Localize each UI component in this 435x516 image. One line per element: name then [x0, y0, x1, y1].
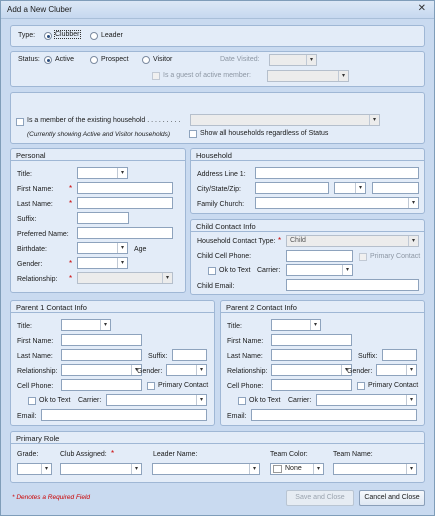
city-input[interactable]: [255, 182, 329, 194]
suffix-input[interactable]: [77, 212, 129, 224]
parent2-first-name-label: First Name:: [227, 338, 264, 345]
personal-title: Personal: [16, 151, 46, 160]
status-visitor-label[interactable]: Visitor: [153, 56, 173, 63]
chevron-down-icon: ▾: [162, 273, 172, 283]
parent1-divider: [11, 312, 214, 313]
chevron-down-icon: ▾: [408, 198, 418, 208]
parent2-relationship-select[interactable]: [271, 364, 352, 376]
family-church-label: Family Church:: [197, 201, 245, 208]
parent1-suffix-label: Suffix:: [148, 353, 168, 360]
status-prospect-label[interactable]: Prospect: [101, 56, 129, 63]
window-title: Add a New Cluber: [7, 5, 72, 14]
color-swatch-icon: [273, 465, 282, 473]
parent1-first-name-input[interactable]: [61, 334, 142, 346]
club-assigned-label: Club Assigned:: [60, 451, 107, 458]
child-primary-contact-checkbox[interactable]: [359, 253, 367, 261]
household-member-checkbox[interactable]: [16, 118, 24, 126]
guest-checkbox[interactable]: [152, 72, 160, 80]
parent1-suffix-input[interactable]: [172, 349, 207, 361]
date-visited-label: Date Visited:: [220, 56, 260, 63]
parent2-primary-contact-checkbox[interactable]: [357, 382, 365, 390]
preferred-name-input[interactable]: [77, 227, 173, 239]
household-title: Household: [196, 151, 232, 160]
parent2-divider: [221, 312, 424, 313]
required-icon: *: [69, 184, 73, 193]
club-assigned-select[interactable]: [60, 463, 142, 475]
title-bar: [1, 1, 434, 19]
parent1-gender-label: Gender:: [137, 368, 163, 375]
city-state-zip-label: City/State/Zip:: [197, 186, 241, 193]
contact-type-select[interactable]: [286, 235, 419, 247]
contact-type-value: Child: [290, 237, 306, 244]
state-select[interactable]: [334, 182, 366, 194]
show-all-households-label[interactable]: Show all households regardless of Status: [200, 130, 329, 137]
address-label: Address Line 1:: [197, 171, 246, 178]
required-field-note: * Denotes a Required Field: [12, 494, 91, 501]
parent2-suffix-label: Suffix:: [358, 353, 378, 360]
child-cell-label: Child Cell Phone:: [197, 253, 252, 260]
chevron-down-icon: ▾: [406, 365, 416, 375]
parent1-primary-contact-checkbox[interactable]: [147, 382, 155, 390]
parent2-last-name-label: Last Name:: [227, 353, 263, 360]
last-name-label: Last Name:: [17, 201, 53, 208]
guest-member-select[interactable]: [267, 70, 349, 82]
parent1-primary-contact-label[interactable]: Primary Contact: [158, 382, 209, 389]
preferred-name-label: Preferred Name:: [17, 231, 69, 238]
required-icon: *: [278, 236, 282, 245]
first-name-input[interactable]: [77, 182, 173, 194]
status-label: Status:: [18, 56, 40, 63]
status-prospect-radio[interactable]: [90, 56, 98, 64]
grade-select[interactable]: [17, 463, 52, 475]
save-and-close-button[interactable]: Save and Close: [286, 490, 354, 506]
suffix-label: Suffix:: [17, 216, 37, 223]
zip-input[interactable]: [372, 182, 419, 194]
primary-role-divider: [11, 443, 424, 444]
parent2-suffix-input[interactable]: [382, 349, 417, 361]
child-cell-input[interactable]: [286, 250, 353, 262]
type-label: Type:: [18, 32, 36, 39]
parent1-last-name-input[interactable]: [61, 349, 142, 361]
birthdate-label: Birthdate:: [17, 246, 47, 253]
parent2-cell-label: Cell Phone:: [227, 383, 264, 390]
chevron-down-icon: ▾: [117, 258, 127, 268]
parent2-ok-to-text-label[interactable]: Ok to Text: [249, 397, 281, 404]
parent2-cell-input[interactable]: [271, 379, 352, 391]
status-active-label[interactable]: Active: [55, 56, 75, 63]
household-select[interactable]: [190, 114, 380, 126]
parent2-carrier-select[interactable]: [316, 394, 417, 406]
parent2-panel: [220, 300, 425, 426]
type-leader-radio[interactable]: [90, 32, 98, 40]
parent2-primary-contact-label[interactable]: Primary Contact: [368, 382, 419, 389]
parent2-carrier-label: Carrier:: [288, 397, 312, 404]
first-name-label: First Name:: [17, 186, 54, 193]
parent2-gender-label: Gender:: [347, 368, 373, 375]
last-name-input[interactable]: [77, 197, 173, 209]
child-carrier-select[interactable]: [286, 264, 353, 276]
family-church-select[interactable]: [255, 197, 419, 209]
household-divider: [191, 160, 424, 161]
relationship-label: Relationship:: [17, 276, 58, 283]
chevron-down-icon: ▾: [41, 464, 51, 474]
household-member-label: Is a member of the existing household . . . . . . . . .: [27, 117, 181, 124]
chevron-down-icon: ▾: [306, 55, 316, 65]
parent1-relationship-select[interactable]: [61, 364, 142, 376]
parent2-title-label: Title:: [227, 323, 242, 330]
child-email-input[interactable]: [286, 279, 419, 291]
child-contact-divider: [191, 231, 424, 232]
show-all-households-checkbox[interactable]: [189, 130, 197, 138]
chevron-down-icon: ▾: [131, 365, 141, 375]
parent1-title-select[interactable]: [61, 319, 111, 331]
chevron-down-icon: ▾: [249, 464, 259, 474]
parent2-email-label: Email:: [227, 413, 247, 420]
chevron-down-icon: ▾: [117, 243, 127, 253]
parent1-relationship-label: Relationship:: [17, 368, 58, 375]
chevron-down-icon: ▾: [406, 464, 416, 474]
personal-title-select[interactable]: [77, 167, 128, 179]
parent2-first-name-input[interactable]: [271, 334, 352, 346]
team-name-label: Team Name:: [333, 451, 373, 458]
chevron-down-icon: ▾: [355, 183, 365, 193]
chevron-down-icon: ▾: [196, 395, 206, 405]
team-color-label: Team Color:: [270, 451, 308, 458]
parent1-gender-select[interactable]: [166, 364, 207, 376]
parent1-carrier-select[interactable]: [106, 394, 207, 406]
chevron-down-icon: ▾: [406, 395, 416, 405]
parent1-panel: [10, 300, 215, 426]
parent2-title: Parent 2 Contact Info: [226, 303, 297, 312]
status-active-radio[interactable]: [44, 56, 52, 64]
close-icon[interactable]: ✕: [417, 3, 426, 14]
parent1-title: Parent 1 Contact Info: [16, 303, 87, 312]
child-carrier-label: Carrier:: [257, 267, 281, 274]
parent1-ok-to-text-label[interactable]: Ok to Text: [39, 397, 71, 404]
gender-label: Gender:: [17, 261, 43, 268]
child-email-label: Child Email:: [197, 283, 235, 290]
parent2-ok-to-text-checkbox[interactable]: [238, 397, 246, 405]
chevron-down-icon: ▾: [117, 168, 127, 178]
required-icon: *: [111, 449, 115, 458]
parent2-relationship-label: Relationship:: [227, 368, 268, 375]
birthdate-picker[interactable]: [77, 242, 128, 254]
type-leader-label[interactable]: Leader: [101, 32, 123, 39]
child-ok-to-text-checkbox[interactable]: [208, 267, 216, 275]
child-ok-to-text-label[interactable]: Ok to Text: [219, 267, 251, 274]
chevron-down-icon: ▾: [408, 236, 418, 246]
primary-role-title: Primary Role: [16, 434, 60, 443]
age-label: Age: [134, 246, 147, 253]
chevron-down-icon: ▾: [196, 365, 206, 375]
personal-divider: [11, 160, 185, 161]
parent1-email-input[interactable]: [41, 409, 207, 421]
chevron-down-icon: ▾: [341, 365, 351, 375]
parent1-carrier-label: Carrier:: [78, 397, 102, 404]
parent1-first-name-label: First Name:: [17, 338, 54, 345]
parent2-gender-select[interactable]: [376, 364, 417, 376]
status-visitor-radio[interactable]: [142, 56, 150, 64]
parent1-title-label: Title:: [17, 323, 32, 330]
chevron-down-icon: ▾: [369, 115, 379, 125]
relationship-select[interactable]: [77, 272, 173, 284]
leader-name-select[interactable]: [152, 463, 260, 475]
child-contact-title: Child Contact Info: [196, 222, 256, 231]
chevron-down-icon: ▾: [313, 464, 323, 474]
contact-type-label: Household Contact Type:: [197, 238, 276, 245]
chevron-down-icon: ▾: [310, 320, 320, 330]
date-visited-picker[interactable]: [269, 54, 317, 66]
chevron-down-icon: ▾: [338, 71, 348, 81]
type-clubber-radio[interactable]: [44, 32, 52, 40]
parent1-ok-to-text-checkbox[interactable]: [28, 397, 36, 405]
chevron-down-icon: ▾: [342, 265, 352, 275]
child-primary-contact-label: Primary Contact: [370, 253, 421, 260]
parent2-email-input[interactable]: [251, 409, 417, 421]
required-icon: *: [69, 199, 73, 208]
cancel-and-close-button[interactable]: Cancel and Close: [359, 490, 425, 506]
parent1-last-name-label: Last Name:: [17, 353, 53, 360]
required-icon: *: [69, 259, 73, 268]
chevron-down-icon: ▾: [100, 320, 110, 330]
team-color-select[interactable]: [270, 463, 324, 475]
team-color-value: None: [285, 465, 302, 472]
parent2-title-select[interactable]: [271, 319, 321, 331]
address-input[interactable]: [255, 167, 419, 179]
parent1-cell-input[interactable]: [61, 379, 142, 391]
team-name-select[interactable]: [333, 463, 417, 475]
parent1-email-label: Email:: [17, 413, 37, 420]
gender-select[interactable]: [77, 257, 128, 269]
guest-label: Is a guest of active member:: [163, 72, 251, 79]
type-clubber-label[interactable]: Clubber: [55, 31, 80, 38]
personal-title-label: Title:: [17, 171, 32, 178]
parent2-last-name-input[interactable]: [271, 349, 352, 361]
household-note: (Currently showing Active and Visitor households): [27, 131, 171, 138]
leader-name-label: Leader Name:: [153, 451, 198, 458]
parent1-cell-label: Cell Phone:: [17, 383, 54, 390]
required-icon: *: [69, 274, 73, 283]
chevron-down-icon: ▾: [131, 464, 141, 474]
grade-label: Grade:: [17, 451, 39, 458]
